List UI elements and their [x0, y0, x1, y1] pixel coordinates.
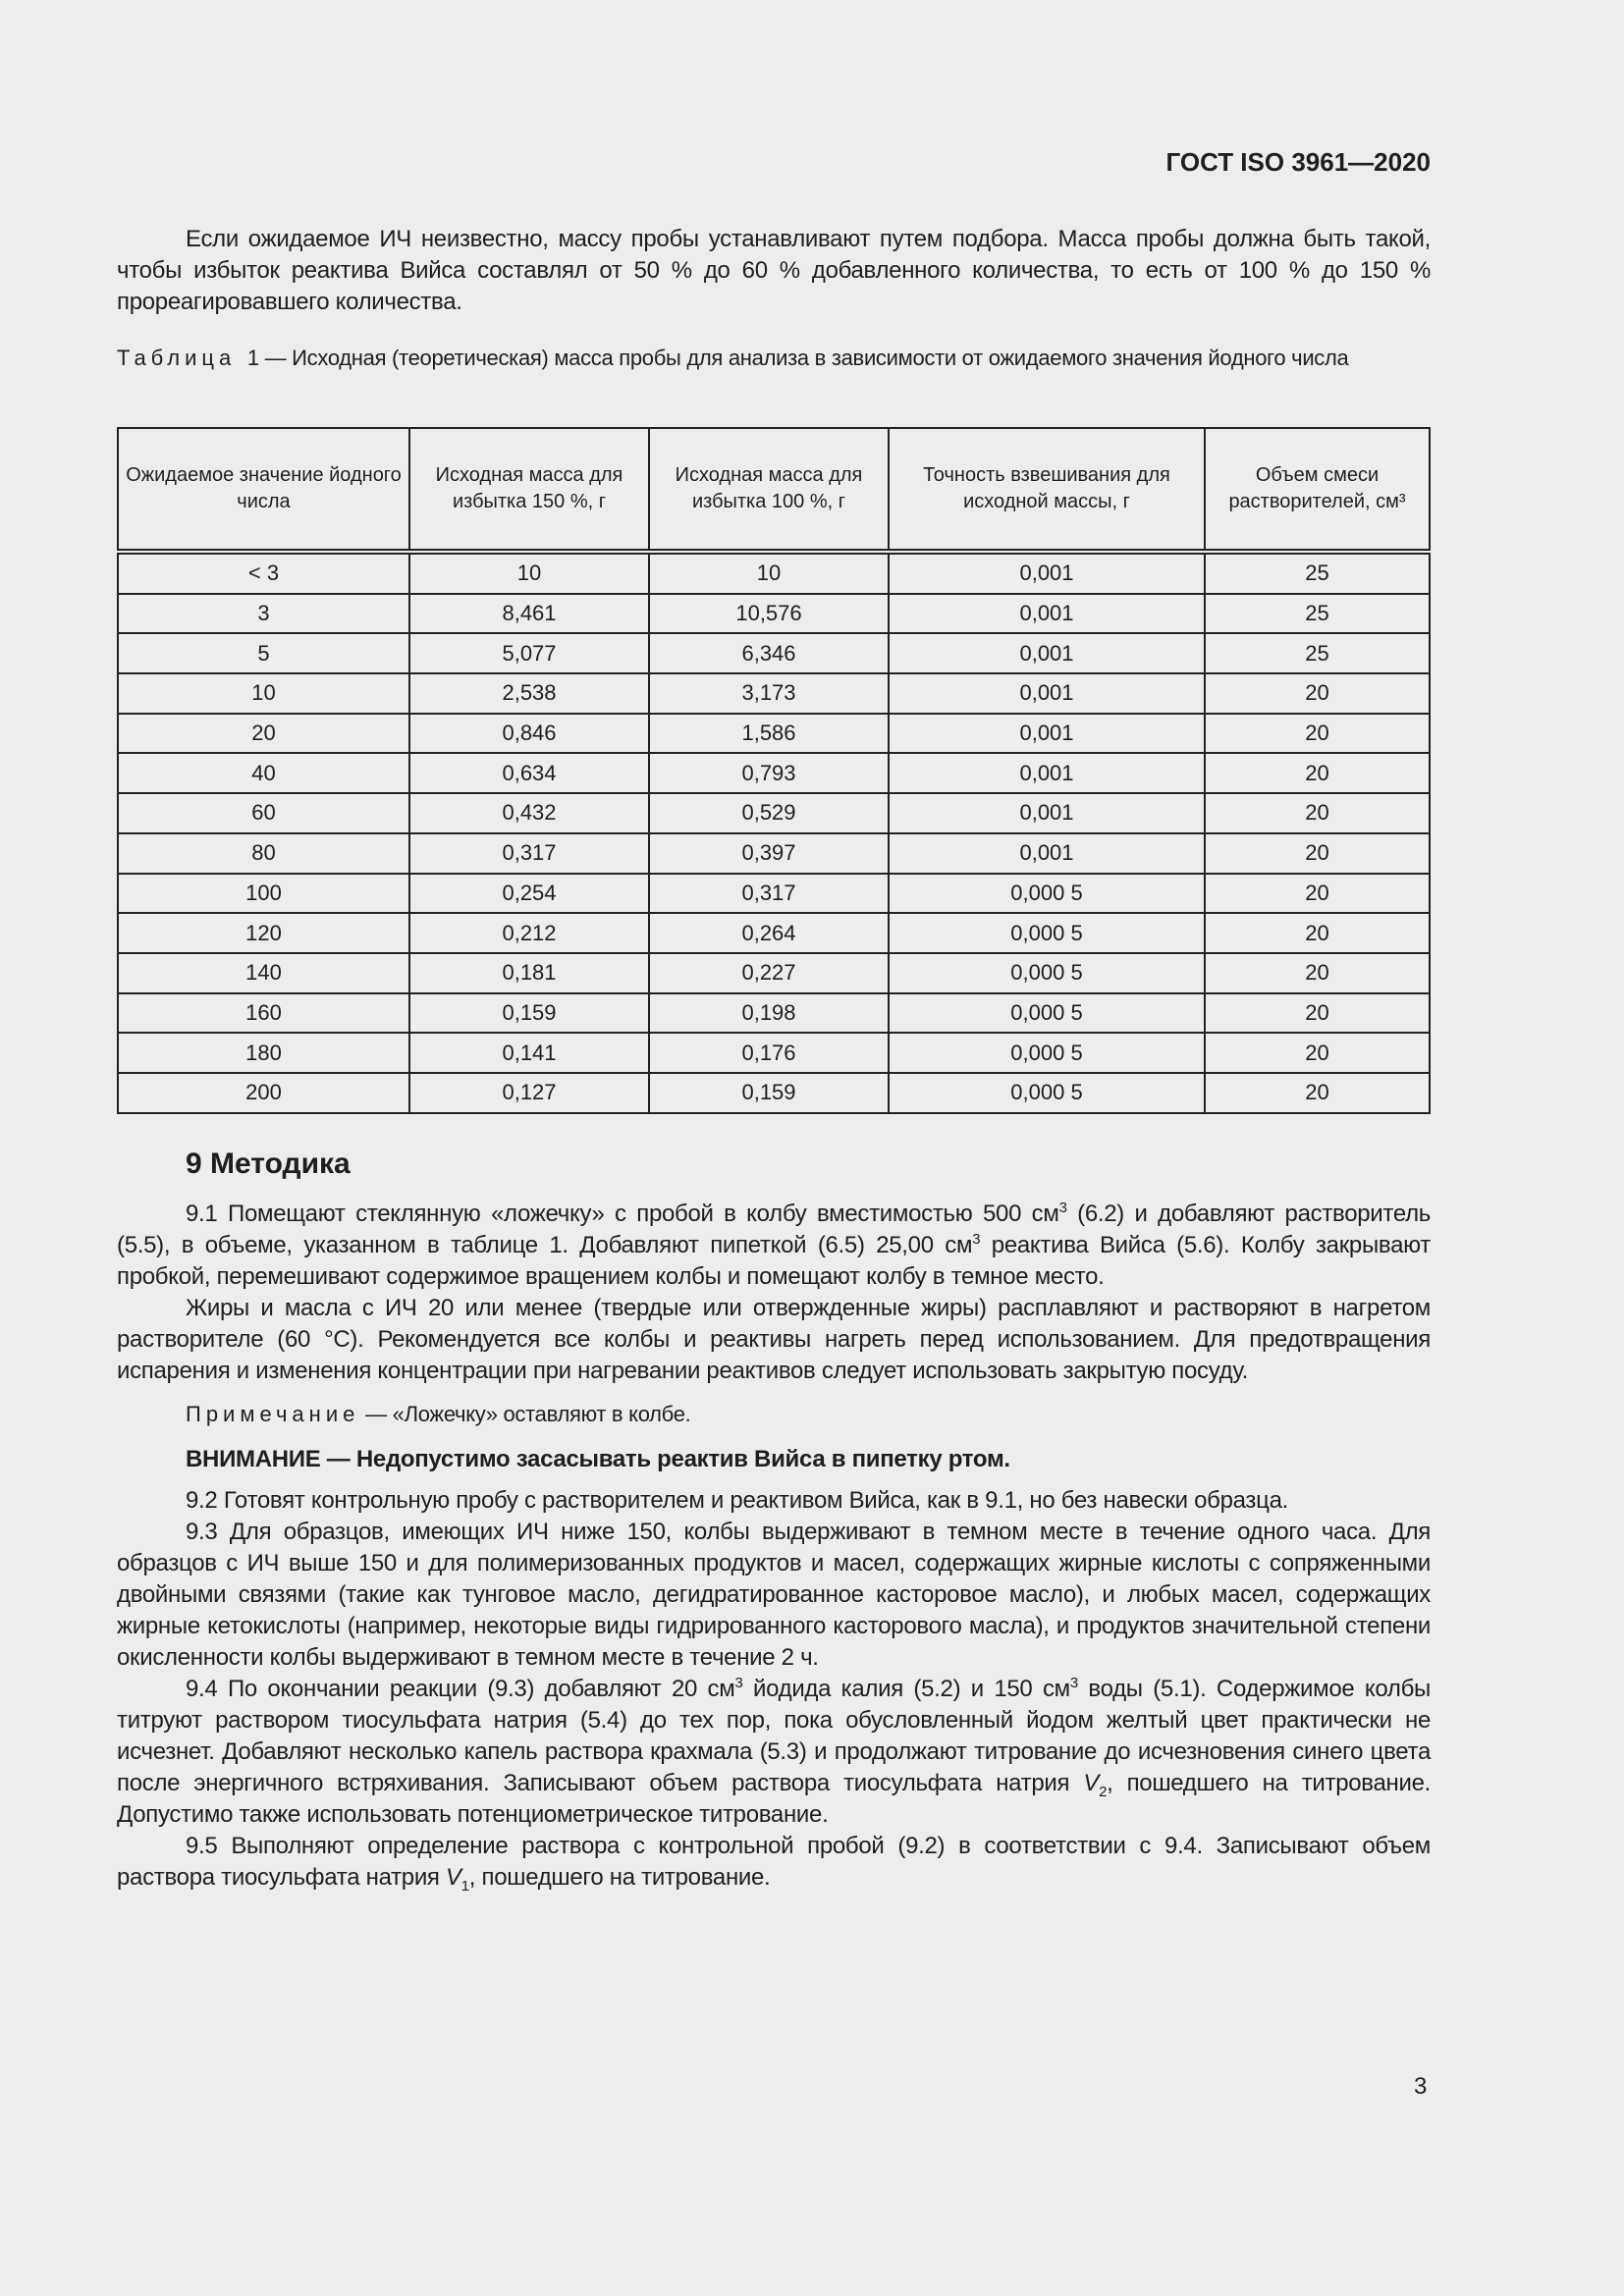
table-cell: 20 [1205, 753, 1430, 793]
paragraph-9-5: 9.5 Выполняют определение раствора с контрольной пробой (9.2) в соответствии с 9.4. Записывают объем раствора тиосульфата натрия $V_1$, пошедшего на титрование. [117, 1833, 1431, 1895]
table-cell: 0,001 [889, 833, 1205, 874]
table-row [118, 714, 1430, 754]
table-cell: 0,634 [409, 753, 649, 793]
document-header: ГОСТ ISO 3961—2020 [1165, 147, 1431, 177]
table-cell: 0,001 [889, 714, 1205, 754]
table-cell: 3,173 [649, 673, 889, 714]
table-cell: 160 [118, 993, 409, 1034]
table-cell: 0,000 5 [889, 993, 1205, 1034]
table-caption-text: 1 — Исходная (теоретическая) масса пробы для анализа в зависимости от ожидаемого значения йодного числа [246, 346, 1349, 370]
table-cell: 0,264 [649, 913, 889, 953]
table-cell: 20 [1205, 1033, 1430, 1073]
table-cell: 180 [118, 1033, 409, 1073]
table-cell: 60 [118, 793, 409, 833]
table-row [118, 552, 1430, 594]
col-header: Ожидаемое значение йодного числа [118, 428, 409, 552]
table-cell: 20 [1205, 993, 1430, 1034]
table-cell: 20 [1205, 913, 1430, 953]
table-cell: 20 [1205, 833, 1430, 874]
table-cell: 0,127 [409, 1073, 649, 1113]
table-row [118, 953, 1430, 993]
table-caption [117, 344, 1431, 373]
table-cell: 10 [409, 552, 649, 594]
table-cell: 0,227 [649, 953, 889, 993]
col-header: Исходная масса для избытка 150 %, г [409, 428, 649, 552]
table-cell: 0,198 [649, 993, 889, 1034]
note: Примечание — «Ложечку» оставляют в колбе. [186, 1402, 691, 1426]
table-cell: 0,001 [889, 594, 1205, 634]
table-row [118, 913, 1430, 953]
table-cell: 0,000 5 [889, 1033, 1205, 1073]
paragraph-9-3: 9.3 Для образцов, имеющих ИЧ ниже 150, колбы выдерживают в темном месте в течение одного часа. Для образцов с ИЧ выше 150 и для полимеризованных продуктов и масел, содержащих жирные кислоты с сопряженными двойными связями (такие как тунговое масло, дегидратированное касторовое масло), и любых масел, содержащих жирные кетокислоты (например, некоторые виды гидрированного касторового масла), и продуктов значительной степени окисленности колбы выдерживают в темном месте в течение 2 ч. [117, 1519, 1431, 1671]
table-cell: 0,397 [649, 833, 889, 874]
table-cell: 25 [1205, 552, 1430, 594]
table-cell: 20 [1205, 714, 1430, 754]
col-header: Объем смеси растворителей, см³ [1205, 428, 1430, 552]
table-cell: 0,846 [409, 714, 649, 754]
table-cell: 0,141 [409, 1033, 649, 1073]
table-cell: 25 [1205, 594, 1430, 634]
table-cell: 0,001 [889, 753, 1205, 793]
table-row [118, 993, 1430, 1034]
table-cell: 25 [1205, 633, 1430, 673]
table-cell: 20 [118, 714, 409, 754]
table-cell: 0,000 5 [889, 1073, 1205, 1113]
table-cell: 0,001 [889, 673, 1205, 714]
iodine-table [117, 427, 1431, 1114]
table-cell: 0,181 [409, 953, 649, 993]
table-cell: 0,001 [889, 793, 1205, 833]
table-cell: 20 [1205, 793, 1430, 833]
table-row [118, 753, 1430, 793]
table-cell: 5 [118, 633, 409, 673]
table-cell: 8,461 [409, 594, 649, 634]
table-cell: 80 [118, 833, 409, 874]
paragraph-fats: Жиры и масла с ИЧ 20 или менее (твердые или отвержденные жиры) расплавляют и растворяют в нагретом растворителе (60 °С). Рекомендуется все колбы и реактивы нагреть перед использованием. Для предотвращения испарения и изменения концентрации при нагревании реактивов следует использовать закрытую посуду. [117, 1295, 1431, 1384]
table-row [118, 1073, 1430, 1113]
table-cell: 120 [118, 913, 409, 953]
page-number: 3 [1414, 2073, 1428, 2100]
table-cell: 0,000 5 [889, 913, 1205, 953]
table-cell: 0,159 [409, 993, 649, 1034]
paragraph-9-2: 9.2 Готовят контрольную пробу с растворителем и реактивом Вийса, как в 9.1, но без навески образца. [186, 1487, 1288, 1514]
table-cell: 2,538 [409, 673, 649, 714]
table-cell: 6,346 [649, 633, 889, 673]
table-cell: < 3 [118, 552, 409, 594]
table-cell: 100 [118, 874, 409, 914]
table-cell: 200 [118, 1073, 409, 1113]
warning: ВНИМАНИЕ — Недопустимо засасывать реактив Вийса в пипетку ртом. [186, 1446, 1010, 1472]
table-cell: 20 [1205, 874, 1430, 914]
table-row [118, 673, 1430, 714]
table-row [118, 594, 1430, 634]
table-cell: 140 [118, 953, 409, 993]
table-cell: 0,212 [409, 913, 649, 953]
table-cell: 10 [649, 552, 889, 594]
table-cell: 20 [1205, 673, 1430, 714]
table-row [118, 833, 1430, 874]
table-cell: 20 [1205, 1073, 1430, 1113]
table-cell: 1,586 [649, 714, 889, 754]
table-cell: 0,793 [649, 753, 889, 793]
table-cell: 10 [118, 673, 409, 714]
table-row [118, 874, 1430, 914]
table-cell: 0,317 [409, 833, 649, 874]
table-cell: 40 [118, 753, 409, 793]
table-cell: 0,001 [889, 552, 1205, 594]
table-cell: 0,001 [889, 633, 1205, 673]
table-cell: 0,000 5 [889, 874, 1205, 914]
table-cell: 0,529 [649, 793, 889, 833]
paragraph-9-4: 9.4 По окончании реакции (9.3) добавляют 20 $см^3$ йодида калия (5.2) и 150 $см^3$ воды (5.1). Содержимое колбы титруют раствором тиосульфата натрия (5.4) до тех пор, пока обусловленный йодом желтый цвет практически не исчезнет. Добавляют несколько капель раствора крахмала (5.3) и продолжают титрование до исчезновения синего цвета после энергичного встряхивания. Записывают объем раствора тиосульфата натрия $V_2$, пошедшего на титрование. Допустимо также использовать потенциометрическое титрование. [117, 1675, 1431, 1828]
col-header: Исходная масса для избытка 100 %, г [649, 428, 889, 552]
table-cell: 20 [1205, 953, 1430, 993]
table-cell: 0,254 [409, 874, 649, 914]
table-row [118, 1033, 1430, 1073]
table-header-row [118, 428, 1430, 552]
table-row [118, 633, 1430, 673]
table-cell: 0,432 [409, 793, 649, 833]
table-cell: 3 [118, 594, 409, 634]
intro-paragraph: Если ожидаемое ИЧ неизвестно, массу пробы устанавливают путем подбора. Масса пробы должна быть такой, чтобы избыток реактива Вийса составлял от 50 % до 60 % добавленного количества, то есть от 100 % до 150 % прореагировавшего количества. [117, 226, 1431, 315]
table-cell: 0,317 [649, 874, 889, 914]
table-cell: 5,077 [409, 633, 649, 673]
paragraph-9-1: 9.1 Помещают стеклянную «ложечку» с пробой в колбу вместимостью 500 $см^3$ (6.2) и добавляют растворитель (5.5), в объеме, указанном в таблице 1. Добавляют пипеткой (6.5) 25,00 $см^3$ реактива Вийса (5.6). Колбу закрывают пробкой, перемешивают содержимое вращением колбы и помещают колбу в темное место. [117, 1200, 1432, 1290]
section-title: 9 Методика [186, 1148, 351, 1180]
table-cell: 0,159 [649, 1073, 889, 1113]
table-cell: 10,576 [649, 594, 889, 634]
table-cell: 0,000 5 [889, 953, 1205, 993]
table-cell: 0,176 [649, 1033, 889, 1073]
table-row [118, 793, 1430, 833]
table-caption-label: Таблица [117, 346, 237, 370]
col-header: Точность взвешивания для исходной массы, г [889, 428, 1205, 552]
section-9 [117, 1144, 1431, 1894]
